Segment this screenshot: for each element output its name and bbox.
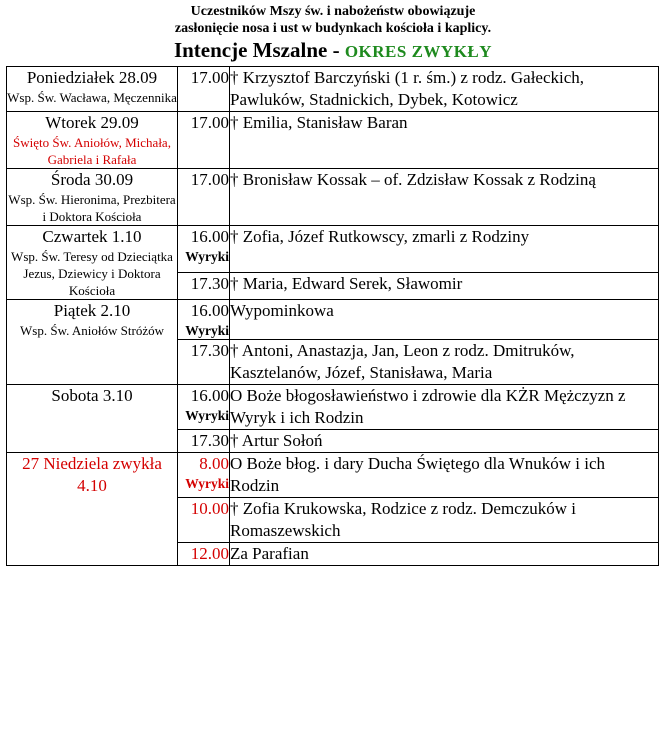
mass-time: 16.00 [190,227,229,246]
mass-time: 17.00 [190,113,229,132]
day-cell [7,453,178,566]
day-name: Piątek 2.10 [53,301,131,320]
intention-cell: O Boże błogosławieństwo i zdrowie dla KŻR Mężczyzn z Wyryk i ich Rodzin [230,385,659,430]
time-cell [178,112,230,169]
intention-cell: † Artur Sołoń [230,430,659,453]
intention-cell: † Antoni, Anastazja, Jan, Leon z rodz. Dmitruków, Kasztelanów, Józef, Stanisława, Maria [230,340,659,385]
time-cell [178,169,230,226]
day-cell [7,112,178,169]
day-cell [7,385,178,453]
time-cell [178,385,230,430]
table-row [7,300,659,340]
table-row [7,226,659,273]
page-title [0,38,666,64]
time-cell [178,453,230,498]
intention-cell: † Zofia, Józef Rutkowscy, zmarli z Rodziny [230,226,659,273]
day-name: 27 Niedziela zwykła 4.10 [22,454,162,495]
day-subtitle: Wsp. Św. Wacława, Męczennika [7,90,177,105]
day-subtitle: Wsp. Św. Aniołów Stróżów [20,323,164,338]
time-cell [178,300,230,340]
title-accent: OKRES ZWYKŁY [344,42,493,61]
intention-cell: Wypominkowa [230,300,659,340]
day-subtitle: Święto Św. Aniołów, Michała, Gabriela i Rafała [13,135,171,167]
title-main: Intencje Mszalne - [173,38,345,62]
notice-line-1: Uczestników Mszy św. i nabożeństw obowiązuje [190,4,476,19]
mass-time: 8.00 [199,454,229,473]
mass-time: 12.00 [190,544,229,563]
notice-line-2: zasłonięcie nosa i ust w budynkach kościoła i kaplicy. [174,21,492,36]
day-name: Środa 30.09 [50,170,134,189]
day-cell [7,226,178,300]
intention-cell: † Bronisław Kossak – of. Zdzisław Kossak z Rodziną [230,169,659,226]
mass-time: 16.00 [190,301,229,320]
day-name: Czwartek 1.10 [42,227,142,246]
mass-place: Wyryki [185,476,229,491]
day-subtitle: Wsp. Św. Teresy od Dzieciątka Jezus, Dziewicy i Doktora Kościoła [11,249,173,298]
mass-time: 17.30 [190,431,229,450]
mass-time: 17.30 [190,273,229,293]
day-subtitle: Wsp. Św. Hieronima, Prezbitera i Doktora Kościoła [8,192,176,224]
mass-place: Wyryki [185,408,229,423]
table-row [7,67,659,112]
table-row [7,112,659,169]
day-cell [7,169,178,226]
time-cell [178,67,230,112]
mass-time: 17.30 [190,341,229,360]
time-cell [178,543,230,566]
day-cell [7,300,178,385]
time-cell [178,340,230,385]
mass-place: Wyryki [185,323,229,338]
intention-cell: † Maria, Edward Serek, Sławomir [230,272,659,299]
mass-place: Wyryki [185,249,229,264]
intention-cell: † Zofia Krukowska, Rodzice z rodz. Demczuków i Romaszewskich [230,498,659,543]
notice [0,0,666,37]
mass-intentions-table [6,66,659,566]
day-name: Wtorek 29.09 [45,113,139,132]
intention-cell: O Boże błog. i dary Ducha Świętego dla Wnuków i ich Rodzin [230,453,659,498]
day-name: Poniedziałek 28.09 [26,68,158,87]
mass-time: 16.00 [190,386,229,405]
day-name: Sobota 3.10 [51,386,133,405]
intention-cell: † Krzysztof Barczyński (1 r. śm.) z rodz. Gałeckich, Pawluków, Stadnickich, Dybek, Kotowicz [230,67,659,112]
table-row [7,385,659,430]
table-row [7,169,659,226]
mass-time: 17.00 [190,68,229,87]
mass-time: 17.00 [190,170,229,189]
time-cell [178,498,230,543]
time-cell [178,430,230,453]
intention-cell: Za Parafian [230,543,659,566]
table-row [7,453,659,498]
mass-time: 10.00 [190,499,229,518]
day-cell [7,67,178,112]
intention-cell: † Emilia, Stanisław Baran [230,112,659,169]
time-cell [178,272,230,299]
time-cell [178,226,230,273]
